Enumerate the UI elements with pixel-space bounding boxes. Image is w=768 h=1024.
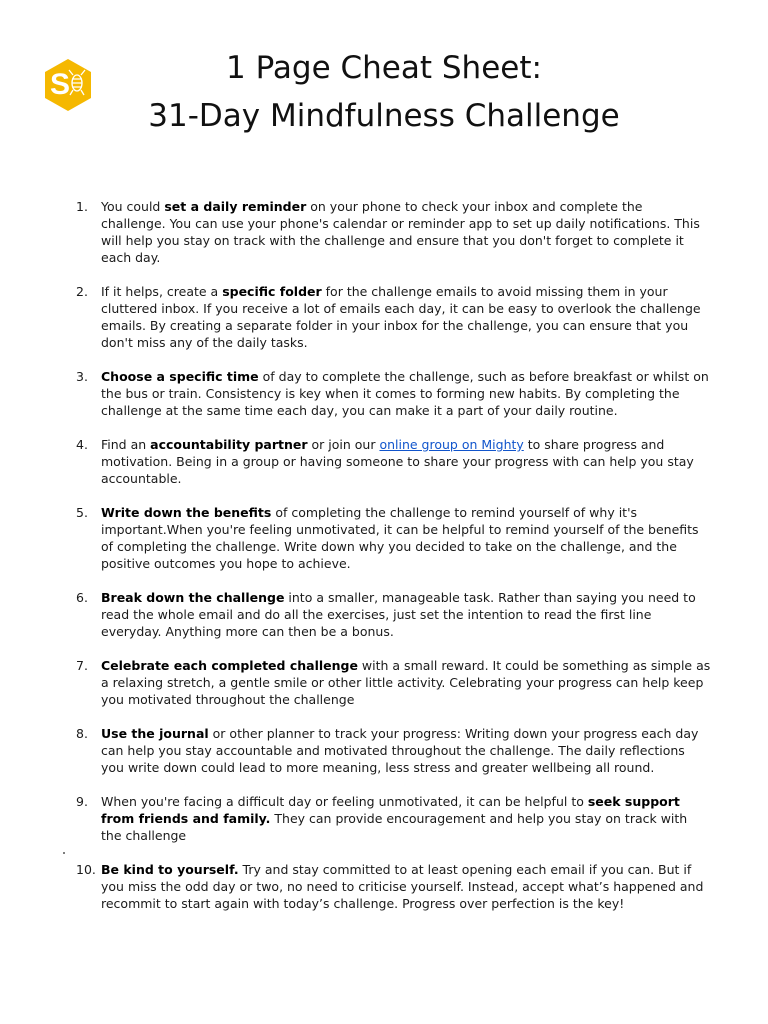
item-plain-text: for the challenge emails to avoid missing them in your cluttered inbox. If you receive a lot of emails each day, it can be easy to overlook the challenge emails. By creating a separate folder in your inbox for the challenge, you can ensure that you don't miss any of the daily tasks. bbox=[101, 284, 701, 350]
list-item bbox=[0, 589, 711, 640]
list-item bbox=[0, 198, 711, 266]
list-item bbox=[0, 436, 711, 487]
tips-list bbox=[0, 198, 768, 929]
item-plain-text: They can provide encouragement and help you stay on track with the challenge bbox=[101, 811, 688, 843]
item-bold-text: Write down the benefits bbox=[101, 505, 272, 520]
item-text bbox=[101, 505, 699, 571]
item-plain-text: or other planner to track your progress: Writing down your progress each day can help you stay accountable and motivated throughout the challenge. The daily reflections you write down could lead to more meaning, less stress and greater wellbeing all round. bbox=[101, 726, 699, 775]
item-plain-text: If it helps, create a bbox=[101, 284, 223, 299]
list-item bbox=[0, 368, 711, 419]
item-number: 3. bbox=[76, 369, 88, 384]
item-bold-text: Break down the challenge bbox=[101, 590, 285, 605]
item-plain-text: of completing the challenge to remind yourself of why it's important.When you're feeling unmotivated, it can be helpful to remind yourself of the benefits of completing the challenge. Write down why you decided to take on the challenge, and the positive outcomes you hope to achieve. bbox=[101, 505, 699, 571]
page-title bbox=[0, 44, 768, 140]
list-item bbox=[0, 657, 711, 708]
item-plain-text: with a small reward. It could be something as simple as a relaxing stretch, a gentle smile or other little activity. Celebrating your progress can help keep you motivated throughout the challenge bbox=[101, 658, 711, 707]
list-item bbox=[0, 725, 711, 776]
stray-dot bbox=[63, 852, 65, 854]
list-item bbox=[0, 283, 711, 351]
item-text bbox=[101, 369, 709, 418]
item-text bbox=[101, 658, 710, 707]
list-item bbox=[0, 861, 711, 912]
item-bold-text: specific folder bbox=[222, 284, 322, 299]
item-bold-text: set a daily reminder bbox=[164, 199, 307, 214]
item-number: 4. bbox=[76, 437, 88, 452]
list-item bbox=[0, 793, 711, 844]
item-plain-text: on your phone to check your inbox and complete the challenge. You can use your phone's calendar or reminder app to set up daily notifications. This will help you stay on track with the challenge and ensure that you don't forget to complete it each day. bbox=[101, 199, 700, 265]
item-bold-text: Celebrate each completed challenge bbox=[101, 658, 358, 673]
item-number: 1. bbox=[76, 199, 88, 214]
item-bold-text: Be kind to yourself. bbox=[101, 862, 239, 877]
item-plain-text: into a smaller, manageable task. Rather than saying you need to read the whole email and do all the exercises, just set the intention to read the first line everyday. Anything more can then be a bonus. bbox=[101, 590, 696, 639]
title-line-1: 1 Page Cheat Sheet: bbox=[226, 50, 542, 86]
item-plain-text: You could bbox=[101, 199, 165, 214]
item-bold-text: seek support from friends and family. bbox=[101, 794, 680, 826]
item-number: 5. bbox=[76, 505, 88, 520]
item-plain-text: Find an bbox=[101, 437, 151, 452]
item-text bbox=[101, 284, 701, 350]
title-line-2: 31-Day Mindfulness Challenge bbox=[148, 98, 620, 134]
item-text bbox=[101, 199, 700, 265]
item-plain-text: Try and stay committed to at least opening each email if you can. But if you miss the odd day or two, no need to criticise yourself. Instead, accept what’s happened and recommit to start again with today’s challenge. Progress over perfection is the key! bbox=[101, 862, 704, 911]
item-number: 9. bbox=[76, 794, 88, 809]
item-bold-text: Choose a specific time bbox=[101, 369, 259, 384]
list-item bbox=[0, 504, 711, 572]
item-plain-text: When you're facing a difficult day or feeling unmotivated, it can be helpful to bbox=[101, 794, 588, 809]
item-bold-text: accountability partner bbox=[150, 437, 308, 452]
item-number: 7. bbox=[76, 658, 88, 673]
item-plain-text: or join our bbox=[307, 437, 380, 452]
item-number: 8. bbox=[76, 726, 88, 741]
item-text bbox=[101, 862, 703, 911]
item-text bbox=[101, 726, 698, 775]
item-bold-text: Use the journal bbox=[101, 726, 209, 741]
mighty-group-link[interactable]: online group on Mighty bbox=[379, 437, 524, 452]
item-number: 10. bbox=[76, 862, 96, 877]
item-text bbox=[101, 794, 687, 843]
item-plain-text: to share progress and motivation. Being in a group or having someone to share your progress with can help you stay accountable. bbox=[101, 437, 694, 486]
item-number: 6. bbox=[76, 590, 88, 605]
item-text bbox=[101, 437, 694, 486]
item-plain-text: of day to complete the challenge, such as before breakfast or whilst on the bus or train. Consistency is key when it comes to forming new habits. By completing the challenge at the same time each day, you can make it a part of your daily routine. bbox=[101, 369, 709, 418]
item-text bbox=[101, 590, 696, 639]
item-number: 2. bbox=[76, 284, 88, 299]
logo-letter: S bbox=[49, 68, 71, 101]
